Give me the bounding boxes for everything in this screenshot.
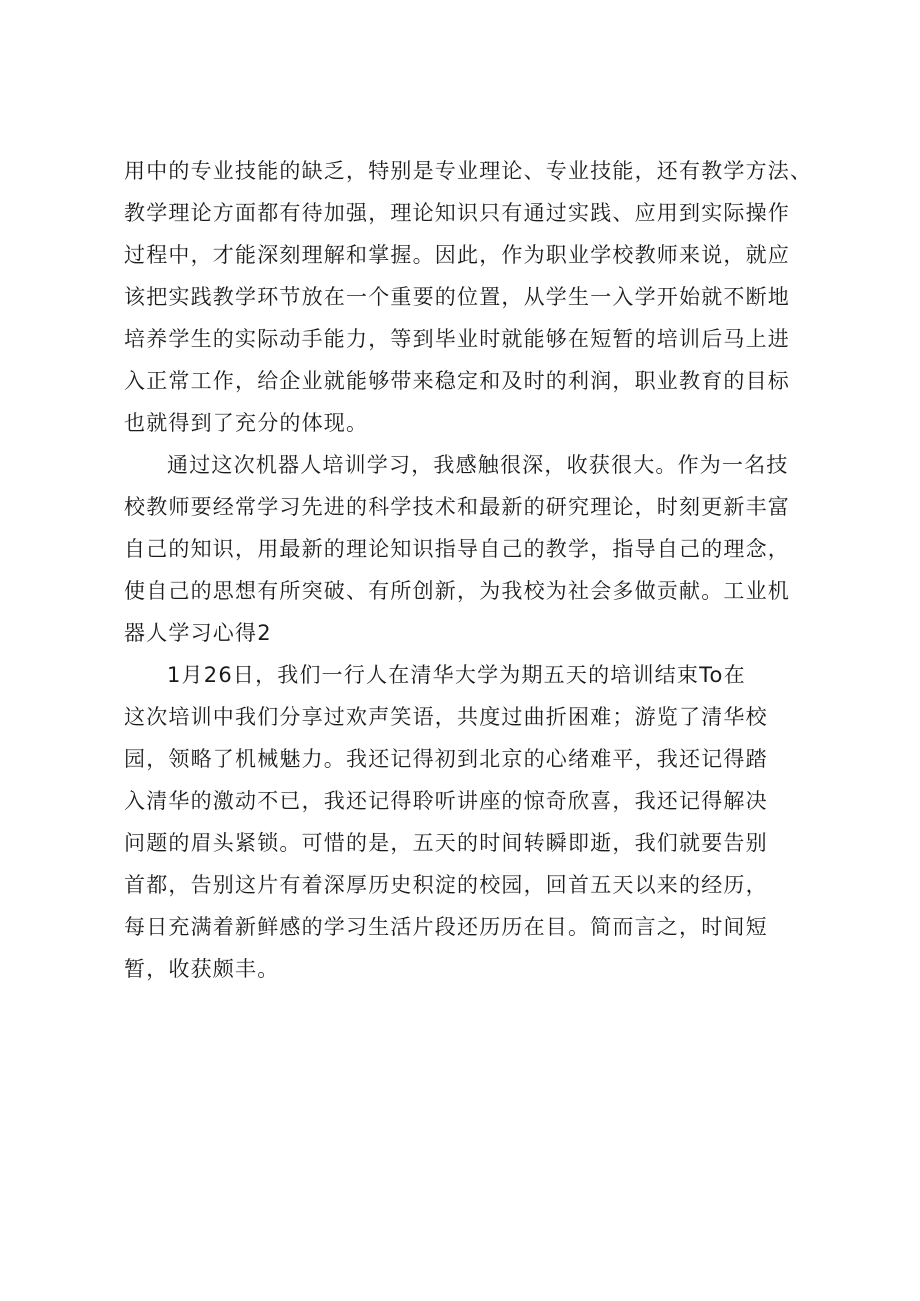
paragraph-3 [124,654,844,990]
text-line: 培养学生的实际动手能力，等到毕业时就能够在短暂的培训后马上进 [124,327,790,351]
text-line-indented: 1月26日，我们一行人在清华大学为期五天的培训结束To在 [167,663,746,687]
text-line: 每日充满着新鲜感的学习生活片段还历历在目。简而言之，时间短 [124,915,768,939]
text-line: 使自己的思想有所突破、有所创新，为我校为社会多做贡献。工业机 [124,579,790,603]
text-line: 过程中，才能深刻理解和掌握。因此，作为职业学校教师来说，就应 [124,243,790,267]
document-body [124,150,844,990]
text-line: 校教师要经常学习先进的科学技术和最新的研究理论，时刻更新丰富 [124,495,790,519]
text-line: 教学理论方面都有待加强，理论知识只有通过实践、应用到实际操作 [124,201,790,225]
text-line: 入正常工作，给企业就能够带来稳定和及时的利润，职业教育的目标 [124,369,790,393]
text-line: 暂，收获颇丰。 [124,957,280,981]
text-line: 入清华的激动不已，我还记得聆听讲座的惊奇欣喜，我还记得解决 [124,789,768,813]
text-line-indented: 通过这次机器人培训学习，我感触很深，收获很大。作为一名技 [167,453,789,477]
paragraph-1 [124,150,844,444]
text-line: 用中的专业技能的缺乏，特别是专业理论、专业技能，还有教学方法、 [124,159,813,183]
text-line: 园，领略了机械魅力。我还记得初到北京的心绪难平，我还记得踏 [124,747,768,771]
paragraph-2 [124,444,844,654]
text-line: 问题的眉头紧锁。可惜的是，五天的时间转瞬即逝，我们就要告别 [124,831,768,855]
text-line: 器人学习心得2 [124,621,272,645]
text-line: 这次培训中我们分享过欢声笑语，共度过曲折困难；游览了清华校 [124,705,768,729]
text-line: 也就得到了充分的体现。 [124,411,369,435]
text-line: 首都，告别这片有着深厚历史积淀的校园，回首五天以来的经历， [124,873,768,897]
text-line: 自己的知识，用最新的理论知识指导自己的教学，指导自己的理念， [124,537,790,561]
text-line: 该把实践教学环节放在一个重要的位置，从学生一入学开始就不断地 [124,285,790,309]
